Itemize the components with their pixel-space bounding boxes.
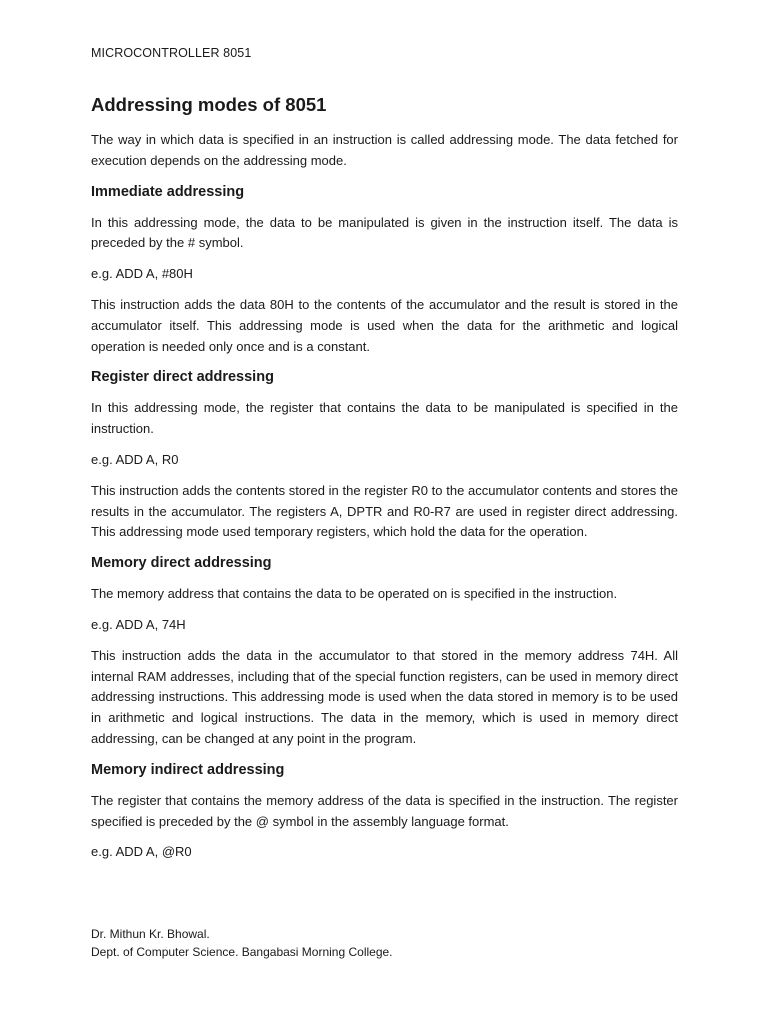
section-example: e.g. ADD A, R0 xyxy=(91,451,179,467)
section-description: In this addressing mode, the data to be manipulated is given in the instruction itself. The data is preceded by the # symbol. xyxy=(91,214,678,251)
section-explanation: This instruction adds the data in the accumulator to that stored in the memory address 74H. All internal RAM addresses, including that of the special function registers, can be used in memory direct addressing instructions. This addressing mode is used when the data stored in memory is to be used in arithmetic and logical instructions. The data in the memory, which is used in memory direct addressing, can be changed at any point in the program. xyxy=(91,647,678,746)
intro-paragraph: The way in which data is specified in an instruction is called addressing mode. The data fetched for execution depends on the addressing mode. xyxy=(91,132,678,168)
footer-author: Dr. Mithun Kr. Bhowal. xyxy=(91,927,210,941)
section-description: In this addressing mode, the register that contains the data to be manipulated is specified in the instruction. xyxy=(91,400,678,437)
section-immediate-addressing xyxy=(91,182,678,358)
section-description: The register that contains the memory address of the data is specified in the instruction. The register specified is preceded by the @ symbol in the assembly language format. xyxy=(91,792,678,829)
section-example: e.g. ADD A, @R0 xyxy=(91,844,192,860)
section-explanation: This instruction adds the data 80H to the contents of the accumulator and the result is stored in the accumulator itself. This addressing mode is used when the data for the arithmetic and logical operation is needed only once and is a constant. xyxy=(91,296,678,354)
section-register-direct-addressing xyxy=(91,367,678,543)
document-title: Addressing modes of 8051 xyxy=(91,94,327,115)
section-heading: Immediate addressing xyxy=(91,183,245,200)
page-header: MICROCONTROLLER 8051 xyxy=(91,46,252,60)
page-footer xyxy=(91,925,393,961)
section-explanation: This instruction adds the contents stored in the register R0 to the accumulator contents and stores the results in the accumulator. The registers A, DPTR and R0-R7 are used in register direct addressing. This addressing mode used temporary registers, which hold the data for the operation. xyxy=(91,482,678,540)
section-description: The memory address that contains the data to be operated on is specified in the instruction. xyxy=(91,586,618,602)
footer-affiliation: Dept. of Computer Science. Bangabasi Morning College. xyxy=(91,945,393,959)
section-memory-direct-addressing xyxy=(91,553,678,750)
section-example: e.g. ADD A, 74H xyxy=(91,616,186,632)
section-heading: Memory indirect addressing xyxy=(91,761,285,778)
section-example: e.g. ADD A, #80H xyxy=(91,266,193,282)
section-heading: Memory direct addressing xyxy=(91,555,272,572)
section-memory-indirect-addressing xyxy=(91,760,678,863)
document-body xyxy=(91,93,678,873)
section-heading: Register direct addressing xyxy=(91,369,274,386)
document-page xyxy=(91,0,678,1024)
